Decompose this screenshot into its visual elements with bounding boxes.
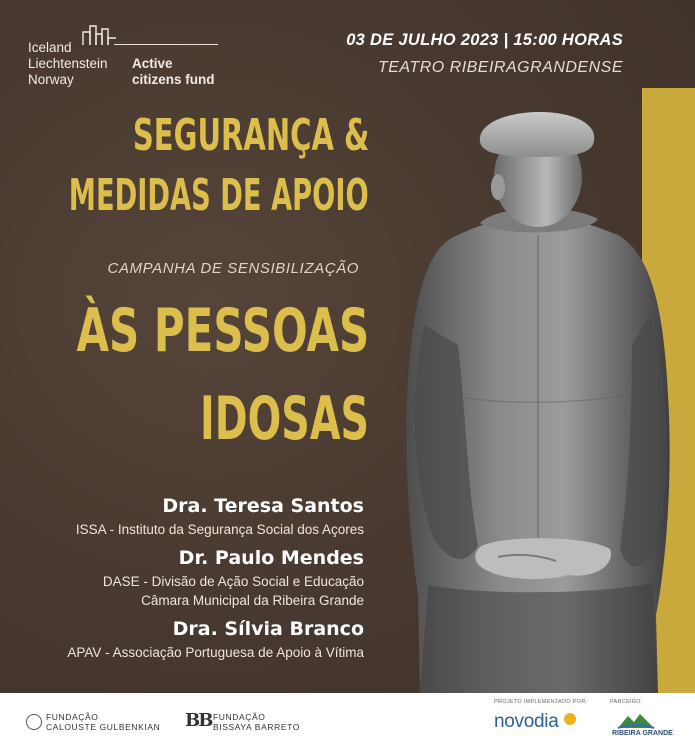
speaker-organization: DASE - Divisão de Ação Social e Educação [102, 574, 364, 589]
gulbenkian-text: CALOUSTE GULBENKIAN [46, 722, 161, 732]
fund-logo-line [114, 44, 218, 45]
speaker-name: Dra. Sílvia Branco [172, 618, 364, 640]
novodia-name: novodia [494, 711, 559, 732]
gulbenkian-text: FUNDAÇÃO [46, 712, 99, 722]
fund-name-line: citizens fund [132, 72, 215, 87]
fund-name-line: Active [132, 56, 173, 71]
bissaya-mark: BB [185, 710, 212, 731]
ribeira-name: RIBEIRA GRANDE [612, 730, 673, 737]
campaign-subtitle: CAMPANHA DE SENSIBILIZAÇÃO [107, 260, 359, 277]
speaker-organization: Câmara Municipal da Ribeira Grande [141, 593, 364, 608]
speaker-name: Dr. Paulo Mendes [178, 547, 364, 569]
gulbenkian-mark-icon [26, 714, 42, 730]
novodia-label: PROJETO IMPLEMENTADO POR: [494, 699, 588, 705]
ribeira-grande-mark-icon [616, 712, 656, 730]
country-name: Iceland [28, 40, 72, 55]
title-line-4: IDOSAS [200, 384, 369, 454]
country-name: Norway [28, 72, 74, 87]
speaker-organization: APAV - Associação Portuguesa de Apoio à Vítima [67, 645, 364, 660]
speakers-list [67, 493, 364, 662]
elderly-man-image [388, 95, 688, 693]
sun-icon [564, 713, 576, 725]
title-line-3: ÀS PESSOAS [76, 296, 369, 366]
speaker-organization: ISSA - Instituto da Segurança Social dos Açores [75, 522, 364, 537]
ribeira-grande-logo [610, 699, 673, 737]
donor-countries [28, 40, 108, 88]
active-citizens-fund-logo [28, 24, 228, 94]
bissaya-text: FUNDAÇÃO [213, 712, 266, 722]
fund-name [132, 56, 215, 88]
ribeira-label: PARCEIRO: [610, 699, 643, 705]
country-name: Liechtenstein [28, 56, 108, 71]
sponsor-footer [0, 693, 695, 748]
bissaya-text: BISSAYA BARRETO [213, 722, 300, 732]
speaker-name: Dra. Teresa Santos [162, 495, 364, 517]
title-line-2: MEDIDAS DE APOIO [69, 170, 369, 221]
event-venue: TEATRO RIBEIRAGRANDENSE [377, 59, 623, 76]
novodia-logo [494, 699, 589, 732]
event-date-time: 03 DE JULHO 2023 | 15:00 HORAS [346, 31, 623, 49]
title-line-1: SEGURANÇA & [132, 110, 369, 161]
